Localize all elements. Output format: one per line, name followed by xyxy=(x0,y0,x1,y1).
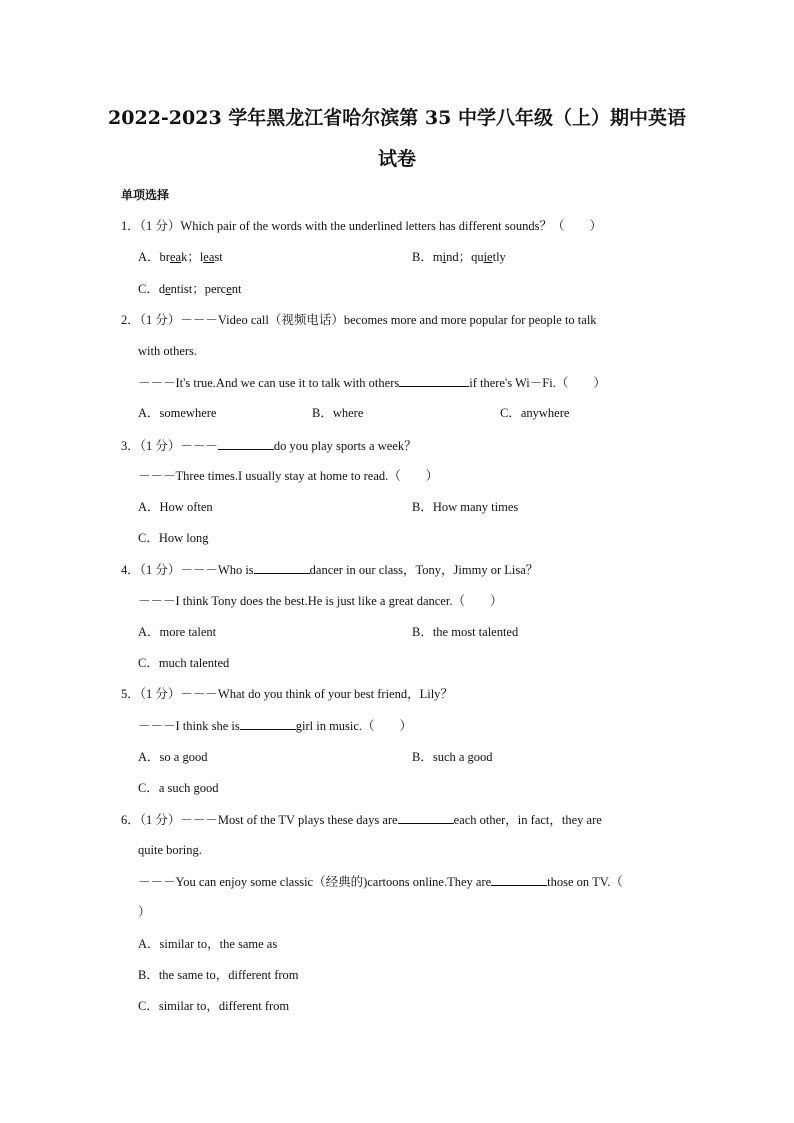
option-b: B．mind；quietly xyxy=(412,250,506,264)
question-5 xyxy=(121,686,453,702)
section-heading: 单项选择 xyxy=(121,188,170,202)
answer-blank xyxy=(491,873,547,886)
answer-blank xyxy=(240,717,296,730)
option-b: B．the same to，different from xyxy=(138,968,299,982)
exam-title-line2: 试卷 xyxy=(377,148,416,170)
question-reply: －－－You can enjoy some classic（经典的)cartoons online.They are those on TV.（ xyxy=(138,875,623,889)
underlined-letters: e xyxy=(226,282,232,296)
option-b: B．How many times xyxy=(412,500,519,514)
option-a: A．break；least xyxy=(138,250,223,264)
question-1 xyxy=(121,218,602,234)
question-stem-continued: with others. xyxy=(138,344,198,358)
underlined-letters: i xyxy=(442,250,447,264)
underlined-letters: ie xyxy=(483,250,493,264)
option-a: A．somewhere xyxy=(138,406,217,420)
question-number: 2．（1 分） xyxy=(121,313,181,327)
question-number: 3．（1 分） xyxy=(121,439,181,453)
question-number: 4．（1 分） xyxy=(121,563,181,577)
underlined-letters: ea xyxy=(169,250,182,264)
question-number: 6．（1 分） xyxy=(121,813,181,827)
option-b: B．such a good xyxy=(412,750,493,764)
question-reply-continued: ） xyxy=(138,905,151,919)
question-reply: －－－Three times.I usually stay at home to read.（ ） xyxy=(138,469,439,483)
question-stem: －－－Video call（视频电话）becomes more and more popular for people to talk xyxy=(180,313,597,327)
option-c: C．anywhere xyxy=(500,406,570,420)
question-2 xyxy=(121,312,597,328)
question-reply: －－－It's true.And we can use it to talk with others if there's Wi－Fi.（ ） xyxy=(138,376,606,390)
option-a: A．How often xyxy=(138,500,213,514)
option-a: A．more talent xyxy=(138,625,217,639)
underlined-letters: e xyxy=(165,282,171,296)
exam-title-line1: 2022-2023 学年黑龙江省哈尔滨第 35 中学八年级（上）期中英语 xyxy=(108,107,686,129)
question-6: 6．（1 分）－－－Most of the TV plays these days are each other，in fact，they are xyxy=(121,813,602,827)
option-c: C．much talented xyxy=(138,656,230,670)
answer-blank xyxy=(399,374,469,387)
option-a: A．so a good xyxy=(138,750,208,764)
question-reply: －－－I think Tony does the best.He is just like a great dancer.（ ） xyxy=(138,594,503,608)
option-b: B．where xyxy=(312,406,364,420)
question-stem: －－－What do you think of your best friend，Lily？ xyxy=(180,687,453,701)
question-stem: Which pair of the words with the underlined letters has different sounds？（ ） xyxy=(180,219,602,233)
option-c: C．dentist；percent xyxy=(138,282,242,296)
question-number: 1．（1 分） xyxy=(121,219,181,233)
option-c: C．similar to，different from xyxy=(138,999,290,1013)
question-number: 5．（1 分） xyxy=(121,687,181,701)
question-stem-continued: quite boring. xyxy=(138,843,202,857)
option-c: C．How long xyxy=(138,531,209,545)
underlined-letters: ea xyxy=(203,250,215,264)
option-b: B．the most talented xyxy=(412,625,519,639)
question-reply: －－－I think she is girl in music.（ ） xyxy=(138,719,413,733)
answer-blank xyxy=(398,811,454,824)
option-c: C．a such good xyxy=(138,781,219,795)
question-3: 3．（1 分）－－－ do you play sports a week？ xyxy=(121,439,417,453)
question-4: 4．（1 分）－－－Who is dancer in our class，Tony，Jimmy or Lisa？ xyxy=(121,563,539,577)
answer-blank xyxy=(218,437,274,450)
option-a: A．similar to，the same as xyxy=(138,937,278,951)
answer-blank xyxy=(254,561,310,574)
